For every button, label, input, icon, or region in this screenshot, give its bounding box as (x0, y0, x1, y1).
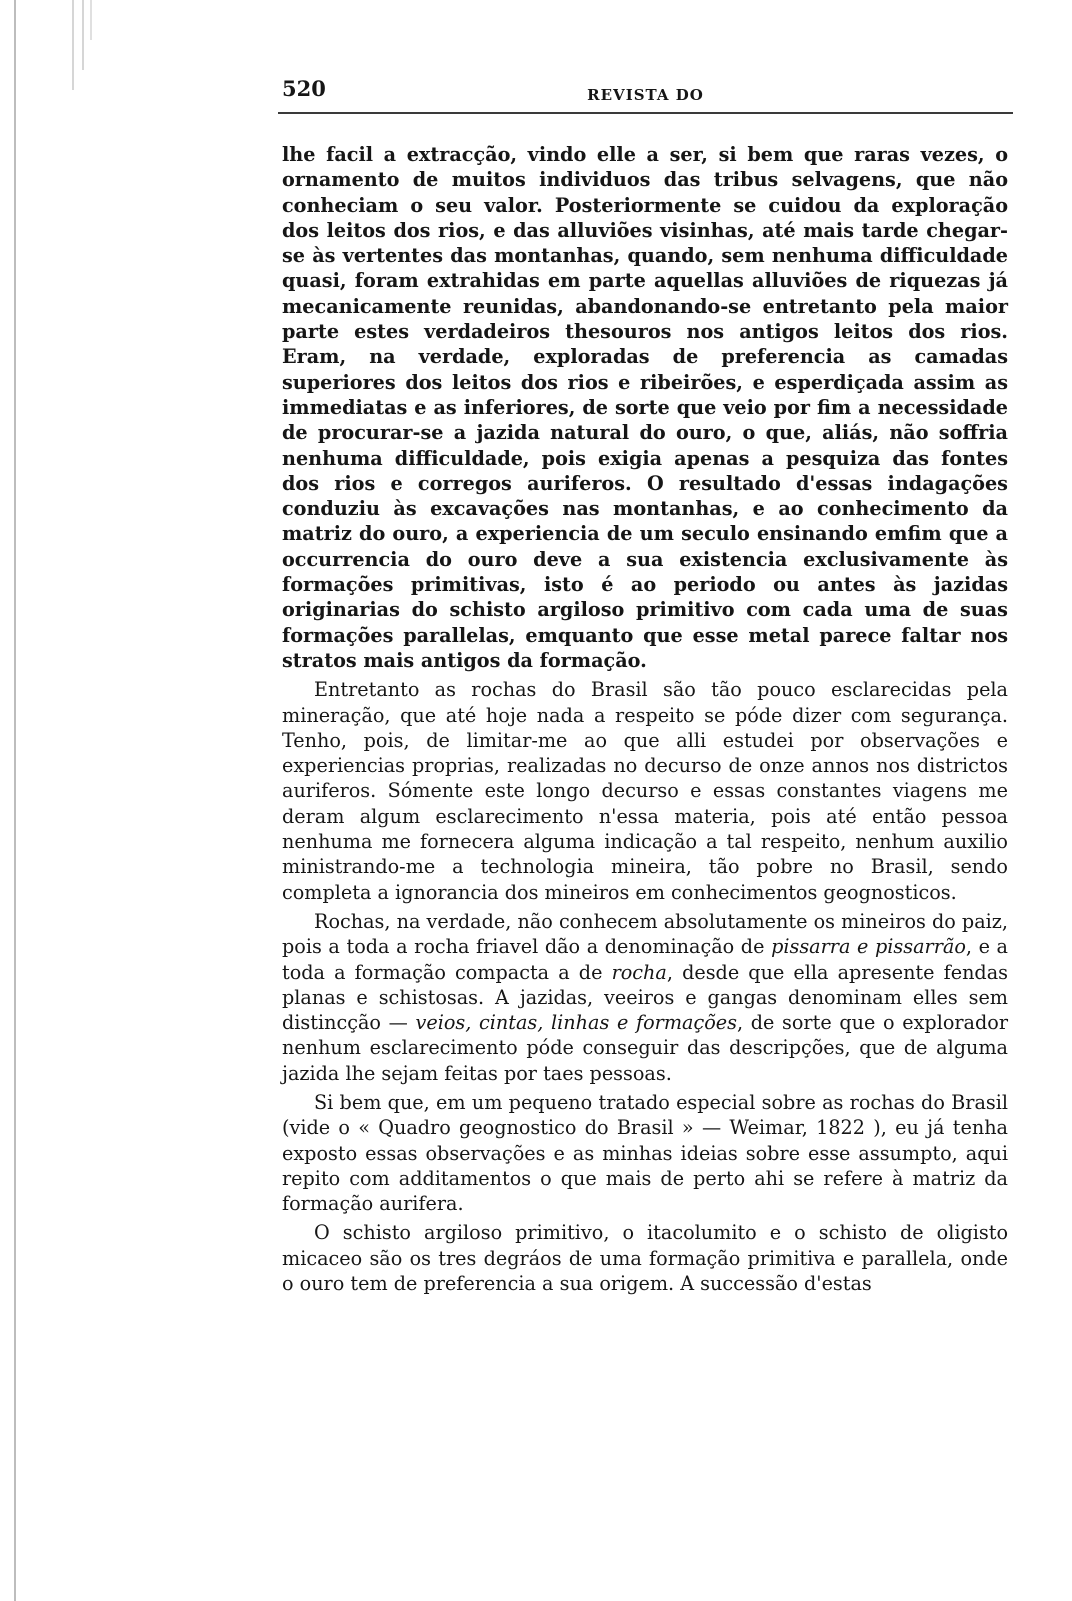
italic-term-pissarra: pissarra e pissarrão (771, 935, 966, 959)
page-header (278, 70, 1013, 110)
paragraph-4: Si bem que, em um pequeno tratado especial sobre as rochas do Brasil (vide o « Quadro geognostico do Brasil » — Weimar, 1822 ), eu já tenha exposto essas observações e as minhas ideias sobre esse assumpto, aqui repito com additamentos o que mais de perto ahi se refere à matriz da formação aurifera. (282, 1090, 1008, 1216)
italic-term-veios: veios, cintas, linhas e formações (415, 1011, 737, 1035)
page-number: 520 (282, 76, 326, 101)
italic-term-rocha: rocha (611, 960, 667, 984)
scan-mark (82, 0, 84, 70)
paragraph-3-text: , e a toda a formação compacta a de (282, 935, 1009, 984)
scan-mark (90, 0, 92, 40)
paragraph-3-text: , de sorte que o explorador nenhum esclarecimento póde conseguir das descripções, que de alguma jazida lhe sejam feitas por taes pessoas. (282, 1011, 1009, 1085)
book-page (278, 70, 1013, 1296)
paragraph-5: O schisto argiloso primitivo, o itacolumito e o schisto de oligisto micaceo são os tres degráos de uma formação primitiva e parallela, onde o ouro tem de preferencia a sua origem. A successão d'estas (282, 1221, 1008, 1296)
body-text (282, 142, 1008, 1300)
paragraph-3 (282, 909, 1008, 1086)
paragraph-3-text: , desde que ella apresente fendas planas e schistosas. A jazidas, veeiros e gangas denominam elles sem distincção — (282, 960, 1009, 1035)
header-rule (278, 112, 1013, 114)
paragraph-3-text: Rochas, na verdade, não conhecem absolutamente os mineiros do paiz, pois a toda a rocha friavel dão a denominação de (282, 909, 1008, 959)
running-head: REVISTA DO (587, 86, 704, 104)
scan-mark (72, 0, 74, 90)
scan-edge-line (14, 0, 16, 1601)
paragraph-1: lhe facil a extracção, vindo elle a ser, si bem que raras vezes, o ornamento de muitos individuos das tribus selvagens, que não conheciam o seu valor. Posteriormente se cuidou da exploração dos leitos dos rios, e das alluviões visinhas, até mais tarde chegar-se às vertentes das montanhas, quando, sem nenhuma difficuldade quasi, foram extrahidas em parte aquellas alluviões de riquezas já mecanicamente reunidas, abandonando-se entretanto pela maior parte estes verdadeiros thesouros nos antigos leitos dos rios. Eram, na verdade, exploradas de preferencia as camadas superiores dos leitos dos rios e ribeirões, e esperdiçada assim as immediatas e as inferiores, de sorte que veio por fim a necessidade de procurar-se a jazida natural do ouro, o que, aliás, não soffria nenhuma difficuldade, pois exigia apenas a pesquiza das fontes dos rios e corregos auriferos. O resultado d'essas indagações conduziu às excavações nas montanhas, e ao conhecimento da matriz do ouro, a experiencia de um seculo ensinando emfim que a occurrencia do ouro deve a sua existencia exclusivamente às formações primitivas, isto é ao periodo ou antes às jazidas originarias do schisto argiloso primitivo com cada uma de suas formações parallelas, emquanto que esse metal parece faltar nos stratos mais antigos da formação. (282, 143, 1008, 672)
paragraph-2: Entretanto as rochas do Brasil são tão pouco esclarecidas pela mineração, que até hoje nada a respeito se póde dizer com segurança. Tenho, pois, de limitar-me ao que alli estudei por observações e experiencias proprias, realizadas no decurso de onze annos nos districtos auriferos. Sómente este longo decurso e essas constantes viagens me deram algum esclarecimento n'essa materia, pois até então pessoa nenhuma me fornecera alguma indicação a tal respeito, nenhum auxilio ministrando-me a technologia mineira, tão pobre no Brasil, sendo completa a ignorancia dos mineiros em conhecimentos geognosticos. (282, 678, 1008, 904)
